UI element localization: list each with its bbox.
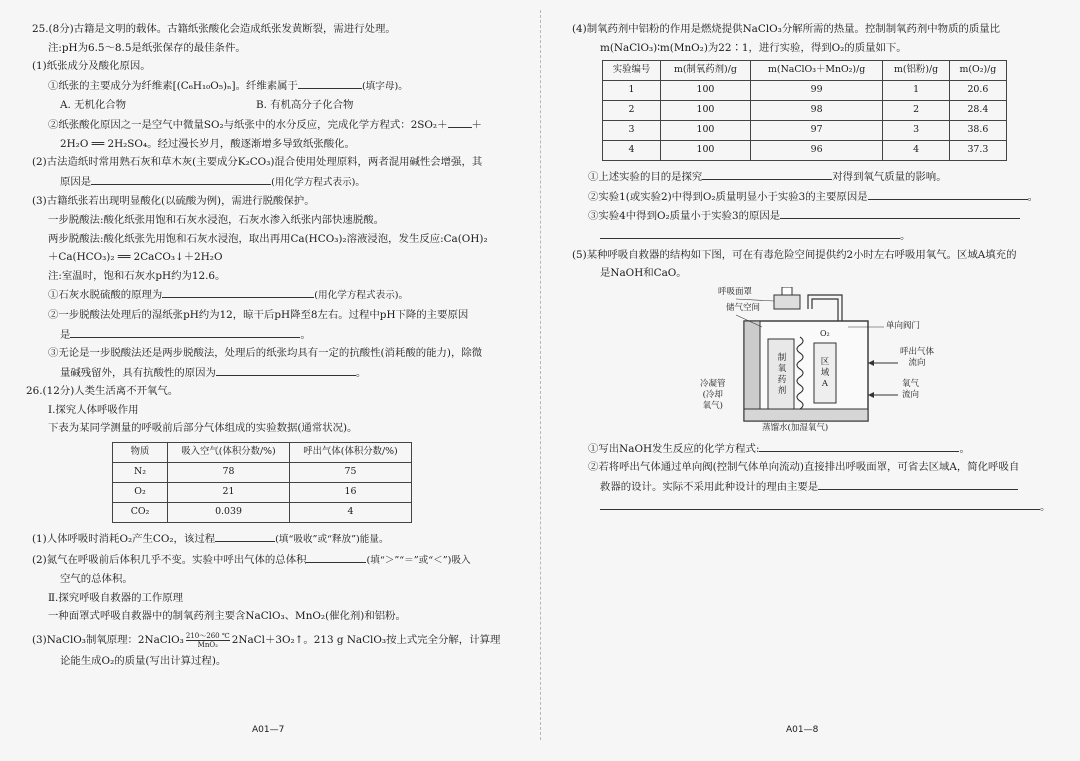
answer-blank[interactable] bbox=[162, 285, 314, 298]
table-row bbox=[603, 141, 1007, 161]
answer-blank[interactable] bbox=[818, 477, 1018, 490]
q26-stem: 26.(12分)人类生活离不开氧气。 bbox=[26, 385, 179, 398]
right-column bbox=[572, 20, 1062, 516]
table-cell: 99 bbox=[750, 81, 883, 101]
water-shape bbox=[744, 409, 868, 421]
q25-note: 注:pH为6.5～8.5是纸张保存的最佳条件。 bbox=[48, 41, 246, 54]
answer-blank[interactable] bbox=[702, 167, 832, 180]
rescuer-diagram bbox=[700, 286, 992, 437]
q26-part4-2: ②实验1(或实验2)中得到O₂质量明显小于实验3的主要原因是 。 bbox=[572, 187, 1062, 207]
table-cell: 100 bbox=[661, 101, 751, 121]
container-shape bbox=[744, 321, 868, 421]
table-header: 呼出气体(体积分数/%) bbox=[290, 443, 412, 463]
table-cell: N₂ bbox=[113, 463, 168, 483]
answer-blank[interactable] bbox=[306, 550, 366, 563]
answer-blank[interactable] bbox=[868, 187, 1028, 200]
label-condenser: 冷凝管 (冷却 氧气) bbox=[700, 378, 726, 411]
page-number-right: A01—8 bbox=[786, 725, 819, 735]
q25-part3-1: ①石灰水脱硫酸的原理为 (用化学方程式表示)。 bbox=[32, 285, 532, 306]
table-header: 物质 bbox=[113, 443, 168, 463]
page-divider bbox=[540, 10, 541, 740]
table-cell: 4 bbox=[290, 503, 412, 523]
table-cell: 100 bbox=[661, 141, 751, 161]
table-cell: 16 bbox=[290, 483, 412, 503]
q25-part3: (3)古籍纸张若出现明显酸化(以硫酸为例)，需进行脱酸保护。 bbox=[32, 195, 315, 208]
q26-part4-1: ①上述实验的目的是探究 对得到氧气质量的影响。 bbox=[572, 167, 1062, 187]
answer-blank[interactable] bbox=[759, 439, 959, 452]
q25-part2: (2)古法造纸时常用熟石灰和草木灰(主要成分K₂CO₃)混合使用处理原料，两者混用碱性会增强，其 bbox=[32, 156, 483, 169]
label-oxygen-flow: 氧气 流向 bbox=[902, 378, 920, 400]
table-cell: 28.4 bbox=[949, 101, 1006, 121]
q26-table-intro: 下表为某同学测量的呼吸前后部分气体组成的实验数据(通常状况)。 bbox=[48, 422, 358, 435]
q25-options bbox=[32, 96, 532, 115]
answer-blank[interactable] bbox=[215, 529, 275, 542]
mask-leader bbox=[736, 299, 774, 301]
q25-two-step: 两步脱酸法:酸化纸张先用饱和石灰水浸泡，取出再用Ca(HCO₃)₂溶液浸泡，发生反应:Ca(OH)₂ bbox=[48, 232, 488, 245]
q25-part1: (1)纸张成分及酸化原因。 bbox=[32, 60, 151, 73]
table-cell: O₂ bbox=[113, 483, 168, 503]
label-water: 蒸馏水(加湿氧气) bbox=[762, 422, 829, 433]
table-cell: 2 bbox=[603, 101, 661, 121]
reaction-condition: $\frac{210\sim 260 ℃}{\text{MnO₂}}$ bbox=[185, 631, 230, 649]
q26-part4: (4)制氧药剂中铝粉的作用是燃烧提供NaClO₃分解所需的热量。控制制氧药剂中物质的质量比 bbox=[572, 23, 1001, 35]
table-cell: 3 bbox=[603, 121, 661, 141]
q26-part2b: 空气的总体积。 bbox=[60, 573, 133, 586]
table-header-row bbox=[113, 443, 412, 463]
q25-part3-3b: 量碱残留外，具有抗酸性的原因为 。 bbox=[32, 363, 532, 383]
label-mask: 呼吸面罩 bbox=[718, 286, 753, 297]
table-cell: 3 bbox=[883, 121, 949, 141]
q25-part2b: 原因是 (用化学方程式表示)。 bbox=[32, 172, 532, 193]
page-number-left: A01—7 bbox=[252, 725, 285, 735]
q26-part4-3b: 。 bbox=[572, 226, 1062, 246]
table-cell: 1 bbox=[603, 81, 661, 101]
answer-blank[interactable] bbox=[600, 226, 900, 239]
q26-part1: (1)人体呼吸时消耗O₂产生CO₂，该过程 (填“吸收”或“释放”)能量。 bbox=[32, 529, 532, 550]
q25-part3-2b: 是 。 bbox=[32, 325, 532, 345]
storage-wall bbox=[744, 321, 760, 421]
q25-stem: 25.(8分)古籍是文明的载体。古籍纸张酸化会造成纸张发黄断裂，需进行处理。 bbox=[32, 23, 396, 35]
table-cell: 20.6 bbox=[949, 81, 1006, 101]
q25-part1-2: ②纸张酸化原因之一是空气中微量SO₂与纸张中的水分反应，完成化学方程式：2SO₂＋ ＋ bbox=[32, 115, 532, 135]
table-cell: 4 bbox=[603, 141, 661, 161]
q25-part3-2: ②一步脱酸法处理后的湿纸张pH约为12，晾干后pH降至8左右。过程中pH下降的主要原因 bbox=[48, 308, 469, 321]
q25-note2: 注:室温时，饱和石灰水pH约为12.6。 bbox=[48, 269, 226, 282]
table-cell: 0.039 bbox=[168, 503, 290, 523]
q26-part2: (2)氮气在呼吸前后体积几乎不变。实验中呼出气体的总体积 (填“＞”“＝”或“＜”)吸入 bbox=[32, 550, 532, 571]
label-exhale: 呼出气体 流向 bbox=[900, 346, 935, 368]
label-area-a: 区 域 A bbox=[820, 356, 830, 389]
table-cell: 38.6 bbox=[949, 121, 1006, 141]
q26-part4b: m(NaClO₃)∶m(MnO₂)为22∶1，进行实验，得到O₂的质量如下。 bbox=[600, 41, 907, 54]
q26-part3b: 论能生成O₂的质量(写出计算过程)。 bbox=[60, 655, 227, 668]
q26-part3: (3)NaClO₃制氧原理：2NaClO₃ $\frac{210\sim 260 ℃}{\text{MnO₂}}$ 2NaCl＋3O₂↑。213 g NaClO₃按上式完全分解，计算理 bbox=[32, 631, 501, 649]
table-row bbox=[603, 121, 1007, 141]
label-valve: 单向阀门 bbox=[886, 320, 921, 331]
q26-part5-2c: 。 bbox=[572, 497, 1062, 517]
table-cell: 100 bbox=[661, 121, 751, 141]
option-b: B. 有机高分子化合物 bbox=[256, 99, 354, 112]
table-cell: 2 bbox=[883, 101, 949, 121]
answer-blank[interactable] bbox=[91, 172, 271, 185]
table-cell: 78 bbox=[168, 463, 290, 483]
table-header: m(制氧药剂)/g bbox=[661, 61, 751, 81]
q26-part5-1: ①写出NaOH发生反应的化学方程式: 。 bbox=[572, 439, 1062, 459]
table-header: m(O₂)/g bbox=[949, 61, 1006, 81]
label-agent: 制 氧 药 剂 bbox=[777, 352, 787, 396]
q25-reaction: ＋Ca(HCO₃)₂ ══ 2CaCO₃↓＋2H₂O bbox=[48, 251, 223, 264]
rescuer-diagram-svg bbox=[722, 287, 992, 437]
mouthpiece-shape bbox=[782, 287, 792, 295]
q26-part5b: 是NaOH和CaO。 bbox=[600, 267, 687, 280]
q26-part4-3: ③实验4中得到O₂质量小于实验3的原因是 bbox=[572, 206, 1062, 226]
q26-part5: (5)某种呼吸自救器的结构如下图，可在有毒危险空间提供约2小时左右呼吸用氧气。区域A填充的 bbox=[572, 248, 1017, 261]
table-header: 实验编号 bbox=[603, 61, 661, 81]
q26-part5-2b: 救器的设计。实际不采用此种设计的理由主要是 bbox=[572, 477, 1062, 497]
answer-blank[interactable] bbox=[448, 115, 472, 128]
table-cell: 4 bbox=[883, 141, 949, 161]
table-row bbox=[113, 463, 412, 483]
label-o2: O₂ bbox=[820, 328, 830, 338]
exhale-arrowhead bbox=[868, 360, 874, 366]
q26-part5-2: ②若将呼出气体通过单向阀(控制气体单向流动)直接排出呼吸面罩，可省去区域A，简化呼吸自 bbox=[588, 461, 1020, 474]
answer-blank[interactable] bbox=[600, 497, 1040, 510]
table-header: 吸入空气(体积分数/%) bbox=[168, 443, 290, 463]
answer-blank[interactable] bbox=[216, 363, 356, 376]
table-header: m(铝粉)/g bbox=[883, 61, 949, 81]
q25-part1-1: ①纸张的主要成分为纤维素[(C₆H₁₀O₅)ₙ]。纤维素属于 (填字母)。 bbox=[32, 76, 532, 97]
table-cell: 98 bbox=[750, 101, 883, 121]
answer-blank[interactable] bbox=[298, 76, 362, 89]
table-cell: 75 bbox=[290, 463, 412, 483]
option-a: A. 无机化合物 bbox=[60, 99, 127, 112]
breath-table bbox=[112, 442, 412, 523]
table-cell: 21 bbox=[168, 483, 290, 503]
table-row bbox=[113, 503, 412, 523]
q26-section2: Ⅱ.探究呼吸自救器的工作原理 bbox=[48, 591, 184, 604]
q25-part1-2b: 2H₂O ══ 2H₂SO₄。经过漫长岁月，酸逐渐增多导致纸张酸化。 bbox=[60, 137, 355, 150]
oxygen-table bbox=[602, 60, 1007, 161]
left-column bbox=[26, 20, 532, 671]
q25-part3-3: ③无论是一步脱酸法还是两步脱酸法，处理后的纸张均具有一定的抗酸性(消耗酸的能力)，除微 bbox=[48, 347, 483, 360]
mask-shape bbox=[774, 295, 800, 309]
q26-section1: Ⅰ.探究人体呼吸作用 bbox=[48, 403, 139, 416]
q25-one-step: 一步脱酸法:酸化纸张用饱和石灰水浸泡，石灰水渗入纸张内部快速脱酸。 bbox=[48, 213, 384, 226]
table-header-row bbox=[603, 61, 1007, 81]
table-cell: 37.3 bbox=[949, 141, 1006, 161]
table-cell: 100 bbox=[661, 81, 751, 101]
table-cell: CO₂ bbox=[113, 503, 168, 523]
table-row bbox=[603, 101, 1007, 121]
table-cell: 97 bbox=[750, 121, 883, 141]
table-row bbox=[113, 483, 412, 503]
table-cell: 96 bbox=[750, 141, 883, 161]
right-page bbox=[544, 0, 1080, 761]
label-storage: 储气空间 bbox=[726, 302, 761, 313]
table-header: m(NaClO₃＋MnO₂)/g bbox=[750, 61, 883, 81]
table-row bbox=[603, 81, 1007, 101]
oxygen-arrowhead bbox=[868, 392, 874, 398]
answer-blank[interactable] bbox=[70, 325, 300, 338]
answer-blank[interactable] bbox=[780, 206, 1020, 219]
table-cell: 1 bbox=[883, 81, 949, 101]
q26-device-intro: 一种面罩式呼吸自救器中的制氧药剂主要含NaClO₃、MnO₂(催化剂)和铝粉。 bbox=[48, 610, 406, 623]
